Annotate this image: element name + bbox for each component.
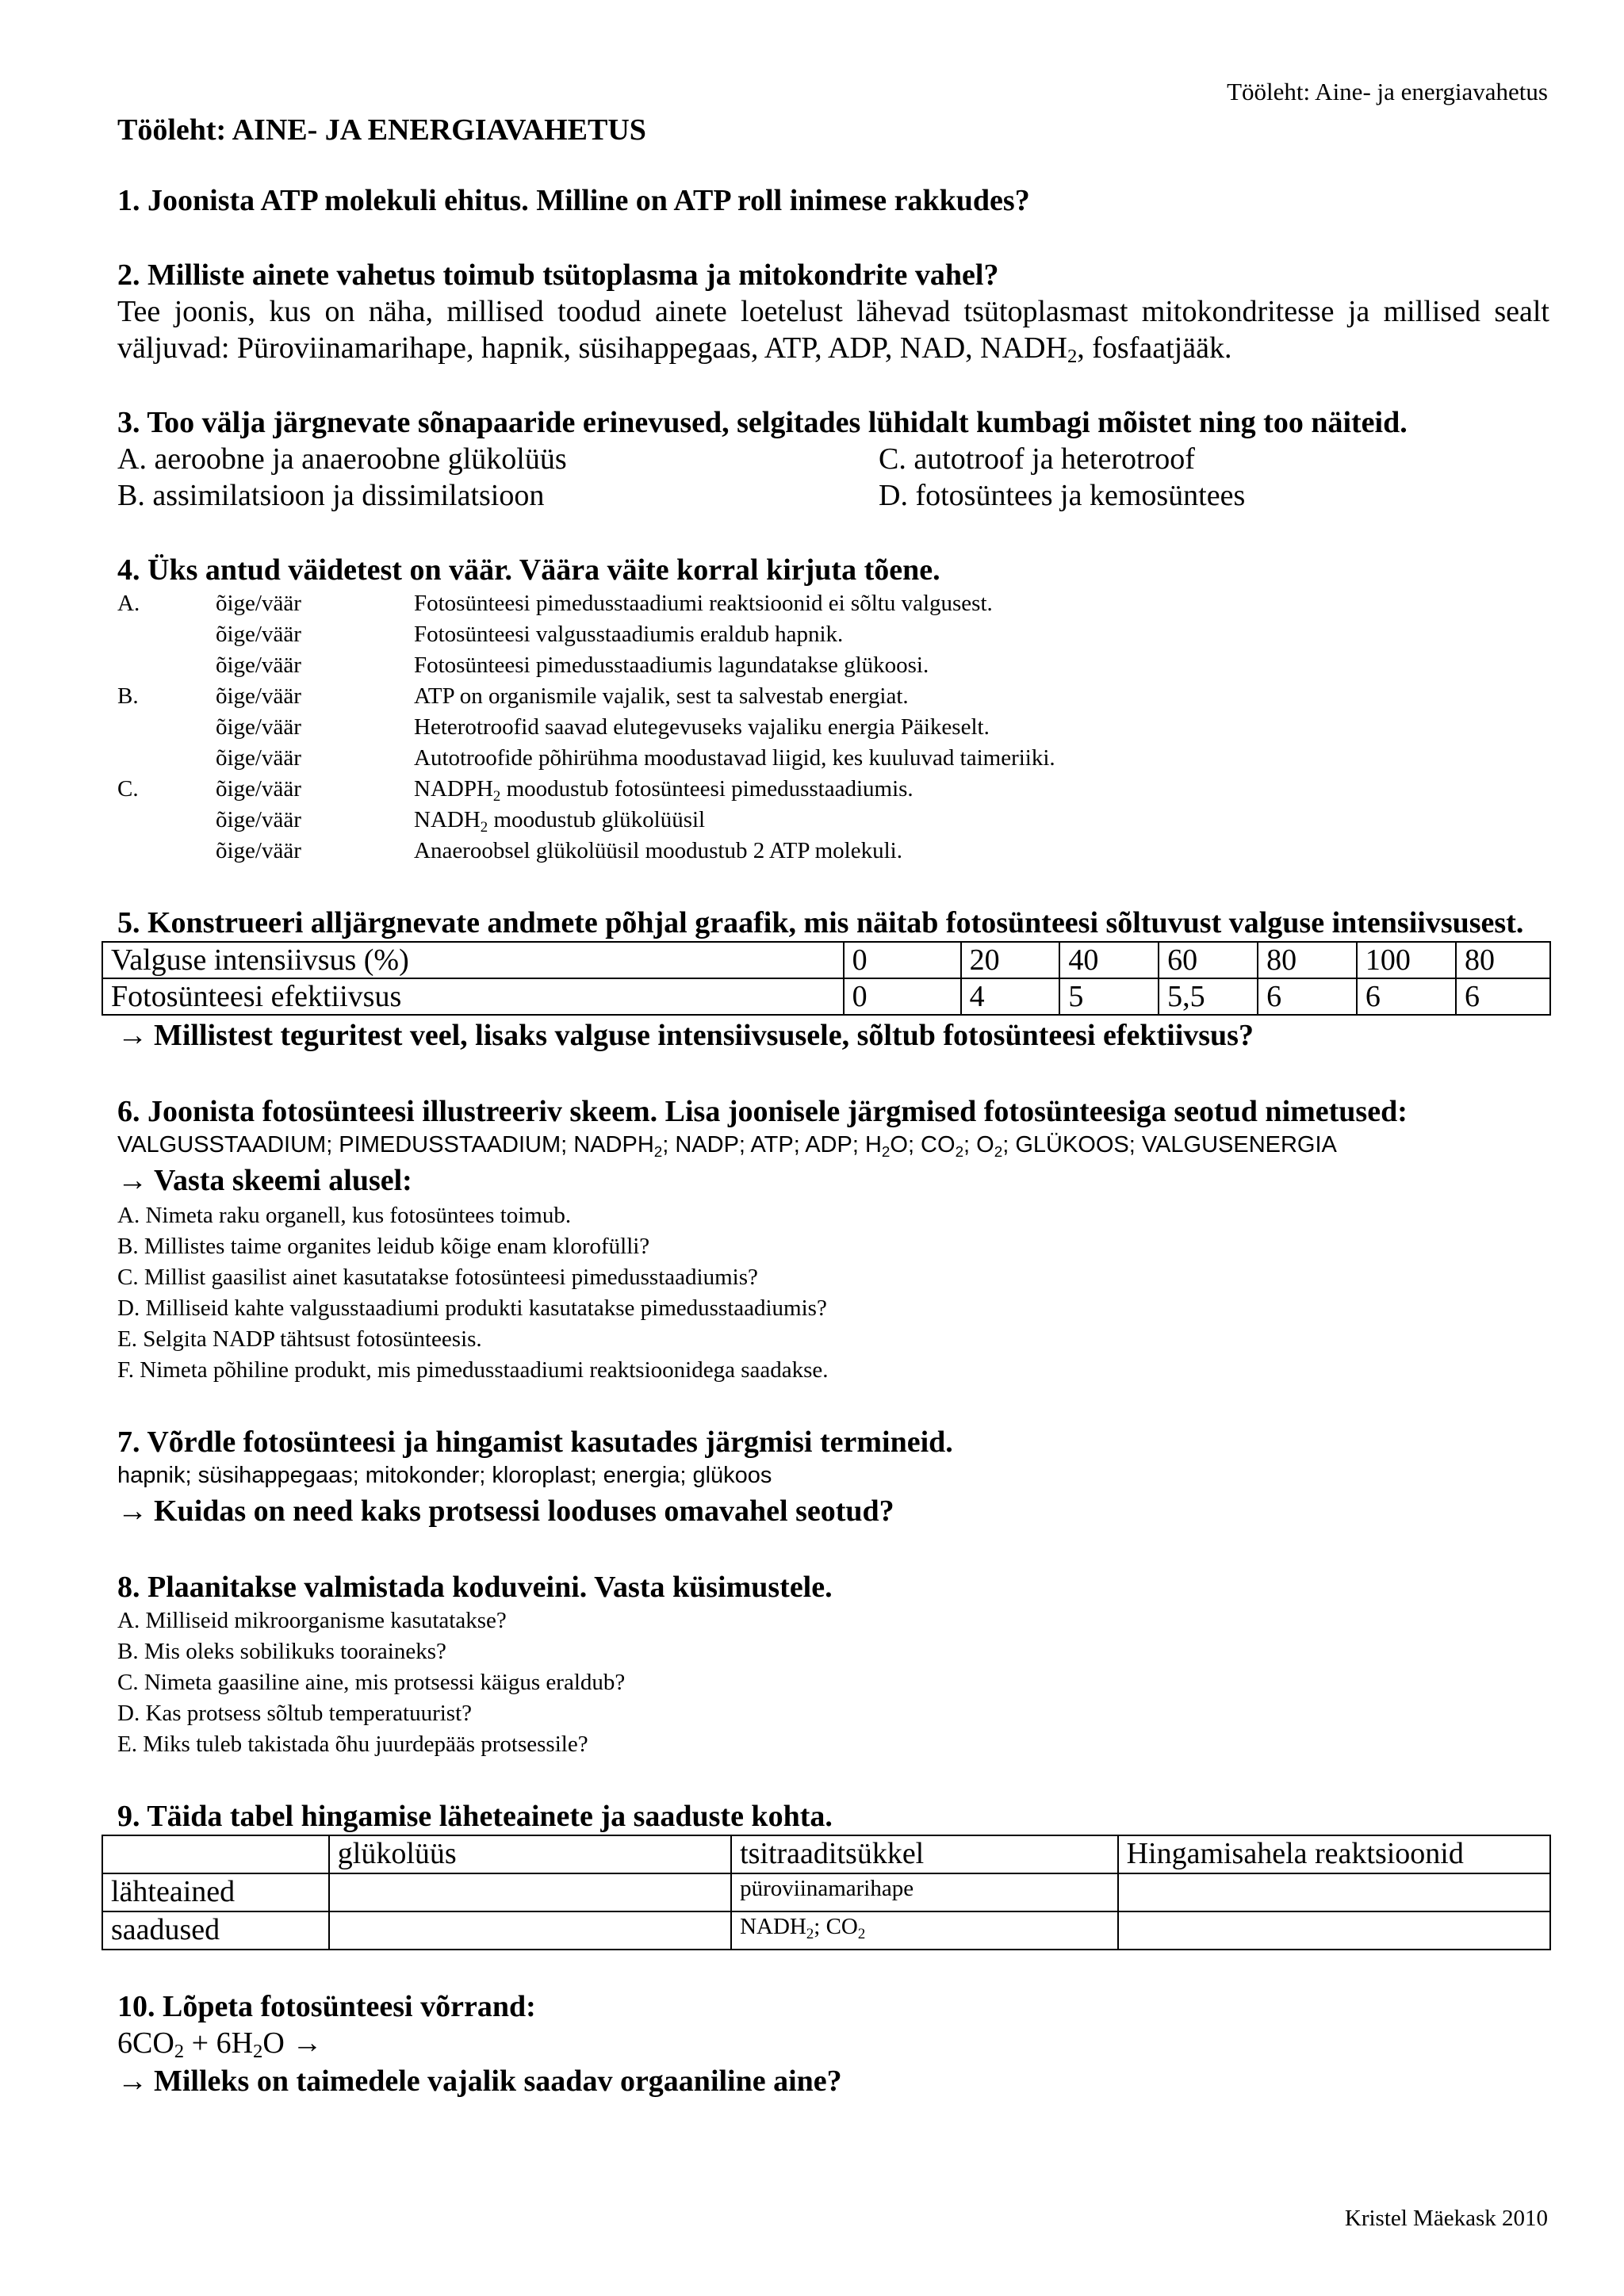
list-item: D. Milliseid kahte valgusstaadiumi produkti kasutatakse pimedusstaadiumis? xyxy=(117,1295,827,1321)
arrow-icon: → xyxy=(117,1494,147,1528)
question-3 xyxy=(117,404,1549,514)
arrow-icon: → xyxy=(117,1164,147,1197)
table-cell: Fotosünteesi efektiivsus xyxy=(102,978,844,1015)
statement-row: õige/väär $NADH_2$ moodustub glükolüüsil xyxy=(117,805,1549,836)
statement-row: õige/väär Fotosünteesi pimedusstaadiumis lagundatakse glükoosi. xyxy=(117,650,1549,681)
question-3-pairs xyxy=(117,441,1549,514)
question-10-text: 10. Lõpeta fotosünteesi võrrand: xyxy=(117,1990,536,2023)
data-table xyxy=(102,941,1551,1016)
question-5-text: 5. Konstrueeri alljärgnevate andmete põhjal graafik, mis näitab fotosünteesi sõltuvust valguse intensiivsusest. xyxy=(117,906,1524,939)
question-3-text: 3. Too välja järgnevate sõnapaaride erinevused, selgitades lühidalt kumbagi mõistet ning too näiteid. xyxy=(117,406,1408,439)
true-false-choice[interactable]: õige/väär xyxy=(216,776,301,802)
question-6 xyxy=(117,1093,1549,1386)
statement-row: õige/väär Heterotroofid saavad elutegevuseks vajaliku energia Päikeselt. xyxy=(117,712,1549,743)
question-2 xyxy=(117,257,1549,366)
statement-list xyxy=(117,588,1549,867)
list-item: C. Nimeta gaasiline aine, mis protsessi käigus eraldub? xyxy=(117,1670,626,1695)
worksheet-content xyxy=(111,182,1549,2139)
table-header: Hingamisahela reaktsioonid xyxy=(1118,1835,1550,1873)
table-cell: 20 xyxy=(961,942,1060,978)
question-4 xyxy=(117,552,1549,867)
pair-a: A. aeroobne ja anaeroobne glükolüüs xyxy=(117,442,567,476)
list-item: A. Milliseid mikroorganisme kasutatakse? xyxy=(117,1608,507,1633)
question-6-terms: VALGUSSTAADIUM; PIMEDUSSTAADIUM; $NADPH_2$; NADP; ATP; ADP; $H_2O$; $CO_2$; $O_2$; GLÜKOOS; VALGUSENERGIA xyxy=(117,1132,1337,1160)
answer-cell[interactable] xyxy=(329,1911,731,1950)
table-cell: 0 xyxy=(844,942,961,978)
question-5-followup: → Millistest teguritest veel, lisaks valguse intensiivsusele, sõltub fotosünteesi efektiivsus? xyxy=(117,1016,1549,1055)
true-false-choice[interactable]: õige/väär xyxy=(216,591,301,616)
table-cell: 6 xyxy=(1357,978,1456,1015)
true-false-choice[interactable]: õige/väär xyxy=(216,622,301,647)
list-item: E. Miks tuleb takistada õhu juurdepääs protsessile? xyxy=(117,1732,588,1757)
photosynthesis-equation: $6CO_2 + 6H_2O$ → xyxy=(117,2026,323,2062)
statement-row: õige/väär Anaeroobsel glükolüüsil moodustub 2 ATP molekuli. xyxy=(117,836,1549,867)
header-right: Tööleht: Aine- ja energiavahetus xyxy=(1227,78,1548,105)
table-cell: saadused xyxy=(102,1911,329,1950)
question-7 xyxy=(117,1424,1549,1531)
question-7-terms: hapnik; süsihappegaas; mitokonder; kloroplast; energia; glükoos xyxy=(117,1463,772,1488)
table-row xyxy=(102,978,1550,1015)
table-header: glükolüüs xyxy=(329,1835,731,1873)
question-9 xyxy=(111,1798,1549,1950)
statement-row: B. õige/väär ATP on organismile vajalik, sest ta salvestab energiat. xyxy=(117,681,1549,712)
table-cell: 80 xyxy=(1456,942,1550,978)
table-cell: Valguse intensiivsus (%) xyxy=(102,942,844,978)
list-item: C. Millist gaasilist ainet kasutatakse fotosünteesi pimedusstaadiumis? xyxy=(117,1265,758,1290)
question-8 xyxy=(117,1569,1549,1760)
question-1 xyxy=(117,182,1549,219)
true-false-choice[interactable]: õige/väär xyxy=(216,838,301,863)
table-cell: 5,5 xyxy=(1159,978,1258,1015)
pair-b: B. assimilatsioon ja dissimilatsioon xyxy=(117,479,545,512)
question-6-text: 6. Joonista fotosünteesi illustreeriv skeem. Lisa joonisele järgmised fotosünteesiga seotud nimetused: xyxy=(117,1095,1408,1128)
question-10-followup: → Milleks on taimedele vajalik saadav orgaaniline aine? xyxy=(117,2061,1549,2101)
table-cell: 6 xyxy=(1456,978,1550,1015)
table-row xyxy=(102,942,1550,978)
statement-row: A. õige/väär Fotosünteesi pimedusstaadiumi reaktsioonid ei sõltu valgusest. xyxy=(117,588,1549,619)
table-cell: 100 xyxy=(1357,942,1456,978)
table-cell: lähteained xyxy=(102,1873,329,1911)
table-cell: 5 xyxy=(1059,978,1159,1015)
question-8-text: 8. Plaanitakse valmistada koduveini. Vasta küsimustele. xyxy=(117,1571,833,1604)
list-item: E. Selgita NADP tähtsust fotosünteesis. xyxy=(117,1326,482,1352)
list-item: B. Mis oleks sobilikuks tooraineks? xyxy=(117,1639,446,1664)
answer-cell[interactable] xyxy=(329,1873,731,1911)
list-item: A. Nimeta raku organell, kus fotosüntees toimub. xyxy=(117,1203,572,1228)
arrow-icon: → xyxy=(292,2026,323,2060)
statement-row: C. õige/väär $NADPH_2$ moodustub fotosünteesi pimedusstaadiumis. xyxy=(117,774,1549,805)
question-10 xyxy=(117,1988,1549,2101)
respiration-table xyxy=(102,1835,1551,1950)
answer-cell[interactable] xyxy=(1118,1873,1550,1911)
page-title: Tööleht: AINE- JA ENERGIAVAHETUS xyxy=(117,113,646,147)
question-7-text: 7. Võrdle fotosünteesi ja hingamist kasutades järgmisi termineid. xyxy=(117,1425,953,1459)
question-4-text: 4. Üks antud väidetest on väär. Väära väite korral kirjuta tõene. xyxy=(117,553,940,587)
table-cell: $NADH_2$; $CO_2$ xyxy=(731,1911,1118,1950)
table-cell: 6 xyxy=(1258,978,1357,1015)
table-cell: 40 xyxy=(1059,942,1159,978)
list-item: B. Millistes taime organites leidub kõige enam klorofülli? xyxy=(117,1234,650,1259)
true-false-choice[interactable]: õige/väär xyxy=(216,714,301,740)
true-false-choice[interactable]: õige/väär xyxy=(216,745,301,771)
true-false-choice[interactable]: õige/väär xyxy=(216,652,301,678)
answer-cell[interactable] xyxy=(1118,1911,1550,1950)
statement-row: õige/väär Autotroofide põhirühma moodustavad liigid, kes kuuluvad taimeriiki. xyxy=(117,743,1549,774)
question-2-instructions: Tee joonis, kus on näha, millised toodud ainete loetelust lähevad tsütoplasmast mitokondritesse ja millised sealt väljuvad: Püroviinamarihape, hapnik, süsihappegaas, ATP, ADP, NAD, $NADH_2$, fosfaatjääk. xyxy=(117,295,1549,367)
question-7-followup: → Kuidas on need kaks protsessi looduses omavahel seotud? xyxy=(117,1491,1549,1531)
question-1-text: 1. Joonista ATP molekuli ehitus. Milline on ATP roll inimese rakkudes? xyxy=(117,184,1030,217)
true-false-choice[interactable]: õige/väär xyxy=(216,807,301,832)
table-row xyxy=(102,1873,1550,1911)
footer-author: Kristel Mäekask 2010 xyxy=(1344,2206,1548,2231)
list-item: F. Nimeta põhiline produkt, mis pimedusstaadiumi reaktsioonidega saadakse. xyxy=(117,1357,829,1383)
table-cell: 60 xyxy=(1159,942,1258,978)
table-row xyxy=(102,1835,1550,1873)
true-false-choice[interactable]: õige/väär xyxy=(216,683,301,709)
question-2-text: 2. Milliste ainete vahetus toimub tsütoplasma ja mitokondrite vahel? xyxy=(117,258,999,292)
table-cell: 0 xyxy=(844,978,961,1015)
arrow-icon: → xyxy=(117,2064,147,2098)
pair-d: D. fotosüntees ja kemosüntees xyxy=(879,479,1246,512)
table-cell: 4 xyxy=(961,978,1060,1015)
table-header: tsitraaditsükkel xyxy=(731,1835,1118,1873)
question-9-text: 9. Täida tabel hingamise läheteainete ja saaduste kohta. xyxy=(117,1800,833,1833)
arrow-icon: → xyxy=(117,1019,147,1052)
statement-row: õige/väär Fotosünteesi valgusstaadiumis eraldub hapnik. xyxy=(117,619,1549,650)
question-6-followup: → Vasta skeemi alusel: xyxy=(117,1161,1549,1200)
table-header xyxy=(102,1835,329,1873)
question-5 xyxy=(111,905,1549,1055)
table-cell: 80 xyxy=(1258,942,1357,978)
table-cell: püroviinamarihape xyxy=(731,1873,1118,1911)
pair-c: C. autotroof ja heterotroof xyxy=(879,442,1195,476)
list-item: D. Kas protsess sõltub temperatuurist? xyxy=(117,1701,473,1726)
table-row xyxy=(102,1911,1550,1950)
